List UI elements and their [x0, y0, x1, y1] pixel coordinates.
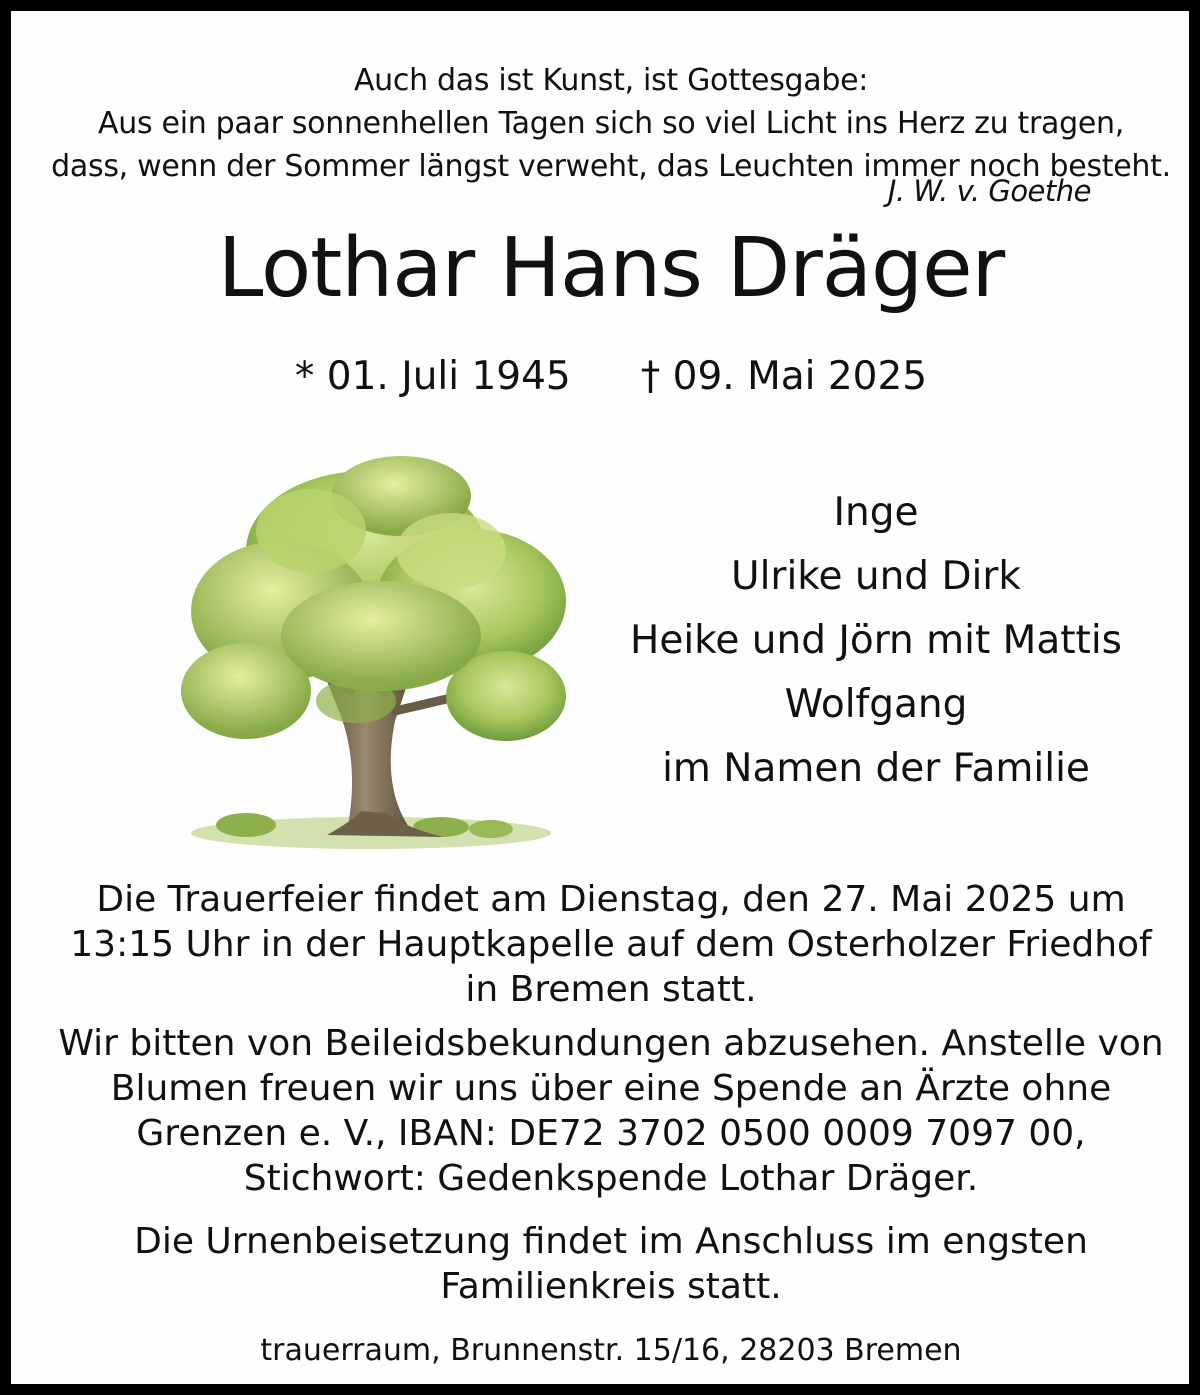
- quote-line: dass, wenn der Sommer längst verweht, das Leuchten immer noch besteht.: [51, 149, 1171, 184]
- quote-line: Auch das ist Kunst, ist Gottesgabe:: [353, 63, 869, 98]
- birth-date: * 01. Juli 1945: [294, 354, 571, 399]
- quote-author: J. W. v. Goethe: [887, 174, 1091, 208]
- mourner-name: Inge: [833, 490, 919, 535]
- donation-line: Wir bitten von Beileidsbekundungen abzusehen. Anstelle von: [58, 1023, 1164, 1064]
- funeral-home-address: trauerraum, Brunnenstr. 15/16, 28203 Bremen: [260, 1333, 962, 1368]
- mourner-name: im Namen der Familie: [662, 746, 1090, 791]
- life-dates: [11, 351, 1200, 403]
- mourner-name: Heike und Jörn mit Mattis: [630, 618, 1122, 663]
- mourner-name: Ulrike und Dirk: [731, 554, 1021, 599]
- donation-line: Stichwort: Gedenkspende Lothar Dräger.: [243, 1158, 979, 1199]
- oak-tree-icon: [151, 441, 591, 861]
- burial-line: Familienkreis statt.: [440, 1266, 782, 1307]
- burial-info: [11, 1219, 1200, 1309]
- funeral-info: [11, 877, 1200, 1012]
- mourner-name: Wolfgang: [784, 682, 968, 727]
- donation-line: Grenzen e. V., IBAN: DE72 3702 0500 0009 7097 00,: [136, 1113, 1086, 1154]
- funeral-line: 13:15 Uhr in der Hauptkapelle auf dem Osterholzer Friedhof: [70, 924, 1152, 965]
- mourners-list: [611, 481, 1141, 801]
- funeral-line: in Bremen statt.: [465, 969, 757, 1010]
- quote-line: Aus ein paar sonnenhellen Tagen sich so viel Licht ins Herz zu tragen,: [98, 106, 1124, 141]
- funeral-line: Die Trauerfeier findet am Dienstag, den 27. Mai 2025 um: [96, 879, 1126, 920]
- donation-line: Blumen freuen wir uns über eine Spende an Ärzte ohne: [110, 1068, 1112, 1109]
- deceased-name: Lothar Hans Dräger: [217, 221, 1005, 316]
- donation-info: [11, 1021, 1200, 1201]
- burial-line: Die Urnenbeisetzung findet im Anschluss im engsten: [134, 1221, 1088, 1262]
- death-date: † 09. Mai 2025: [640, 354, 928, 399]
- goethe-quote: [11, 59, 1200, 188]
